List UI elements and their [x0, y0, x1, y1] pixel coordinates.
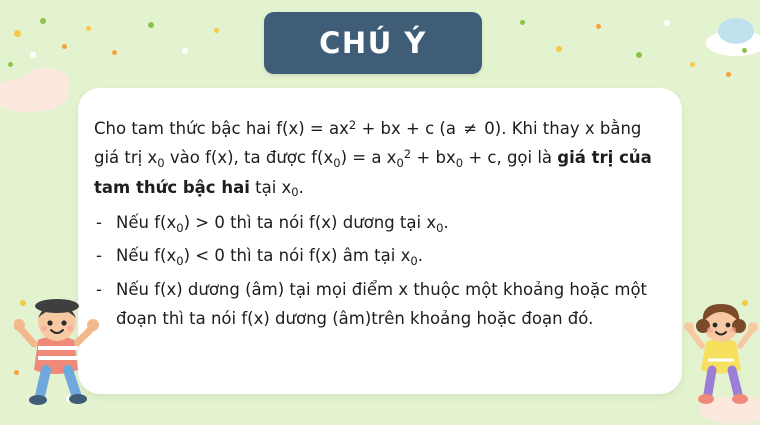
- slide-title-banner: [264, 12, 482, 74]
- confetti-dot: [596, 24, 601, 29]
- cartoon-boy-illustration: [14, 296, 100, 408]
- confetti-dot: [556, 46, 562, 52]
- definition-mid-5: + bx: [411, 148, 456, 168]
- subscript-zero: 0: [157, 156, 165, 171]
- list-item: [94, 208, 666, 237]
- confetti-dot: [742, 48, 747, 53]
- confetti-dot: [690, 62, 695, 67]
- content-card: [78, 88, 682, 394]
- confetti-dot: [14, 30, 21, 37]
- definition-mid-6: + c, gọi là: [463, 148, 558, 168]
- confetti-dot: [182, 48, 188, 54]
- confetti-dot: [726, 72, 731, 77]
- bullet-dash: -: [96, 213, 102, 233]
- definition-mid-4: ) = a x: [340, 148, 397, 168]
- page-title: CHÚ Ý: [319, 26, 427, 60]
- definition-mid-3: vào f(x), ta được f(x: [164, 148, 334, 168]
- subscript-zero: 0: [436, 220, 444, 235]
- confetti-dot: [112, 50, 117, 55]
- definition-mid-2: 0). Khi thay x bằng giá trị x: [94, 119, 642, 168]
- bullet-end: .: [417, 246, 423, 266]
- bullet-prefix: Nếu f(x: [116, 213, 177, 233]
- subscript-zero: 0: [396, 156, 404, 171]
- content-body: [94, 114, 666, 338]
- bullet-dash: -: [96, 279, 102, 299]
- bullet-mid: ) < 0 thì ta nói f(x) âm tại x: [183, 246, 411, 266]
- cloud-top-right-decoration-2: [718, 18, 754, 44]
- list-item: [94, 275, 666, 334]
- confetti-dot: [30, 52, 36, 58]
- cloud-top-left-decoration-2: [22, 68, 70, 98]
- subscript-zero: 0: [291, 185, 299, 200]
- bullet-dash: -: [96, 246, 102, 266]
- confetti-dot: [8, 62, 13, 67]
- definition-end: .: [298, 177, 304, 197]
- definition-paragraph: [94, 114, 666, 202]
- confetti-dot: [62, 44, 67, 49]
- subscript-zero: 0: [333, 156, 341, 171]
- bullet-text: Nếu f(x) dương (âm) tại mọi điểm x thuộc một khoảng hoặc một đoạn thì ta nói f(x) dương (âm)trên khoảng hoặc đoạn đó.: [116, 279, 648, 329]
- bullet-end: .: [443, 213, 449, 233]
- definition-prefix: Cho tam thức bậc hai f(x) = ax: [94, 119, 349, 138]
- confetti-dot: [636, 52, 642, 58]
- definition-mid-1: + bx + c (a: [356, 119, 462, 138]
- confetti-dot: [520, 20, 525, 25]
- confetti-dot: [86, 26, 91, 31]
- cartoon-girl-illustration: [684, 300, 760, 408]
- subscript-zero: 0: [176, 254, 184, 269]
- exponent-two: 2: [403, 147, 412, 162]
- subscript-zero: 0: [176, 220, 184, 235]
- exponent-two: 2: [348, 117, 357, 132]
- confetti-dot: [40, 18, 46, 24]
- bullet-mid: ) > 0 thì ta nói f(x) dương tại x: [183, 213, 437, 233]
- confetti-dot: [664, 20, 670, 26]
- definition-bold-term: giá trị của tam thức bậc hai: [94, 148, 652, 197]
- not-equal-symbol: ≠: [463, 119, 478, 138]
- subscript-zero: 0: [410, 254, 418, 269]
- confetti-dot: [214, 28, 219, 33]
- list-item: [94, 241, 666, 270]
- bullet-list: [94, 208, 666, 333]
- bullet-prefix: Nếu f(x: [116, 246, 177, 266]
- subscript-zero: 0: [455, 156, 464, 171]
- confetti-dot: [148, 22, 154, 28]
- definition-tail: tại x: [249, 177, 292, 197]
